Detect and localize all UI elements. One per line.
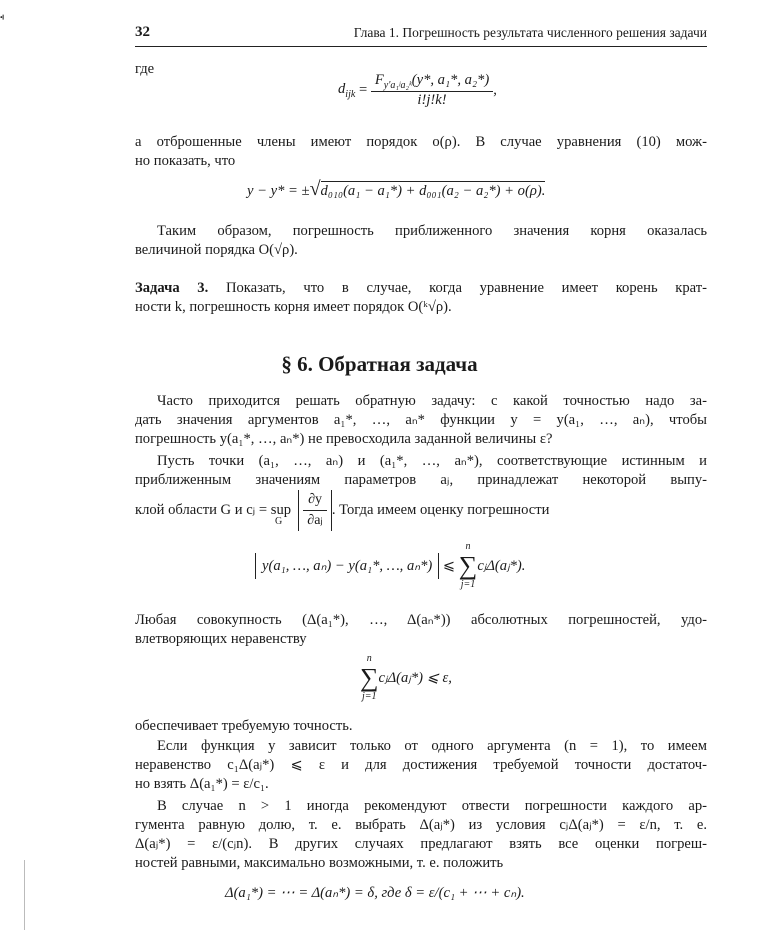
- paragraph-line-with-sup: клой области G и cⱼ = sup$_G$ $\frac{\partial y}{\text{∂aⱼ}}$ . Тогда имеем оценку погрешности: [135, 490, 549, 531]
- text-line: но показать, что: [135, 153, 236, 169]
- paragraph-line: гумента равную долю, т. е. выбрать Δ(aⱼ*) из условия cⱼΔ(aⱼ*) = ε/n, т. е.: [135, 817, 707, 833]
- task-3-line: ности k, погрешность корня имеет порядок O(ᵏ√ρ).: [135, 299, 452, 315]
- paragraph-line: обеспечивает требуемую точность.: [135, 718, 353, 734]
- running-title: Глава 1. Погрешность результата численного решения задачи: [353, 25, 707, 40]
- formula-error-estimate: y(a₁, …, aₙ) − y(a₁*, …, aₙ*) ⩽ n ∑ j=1 cⱼΔ(aⱼ*).: [255, 540, 525, 592]
- paragraph-line: Таким образом, погрешность приближенного значения корня оказалась: [157, 223, 707, 239]
- paragraph-line: В случае n > 1 иногда рекомендуют отвести погрешности каждого ар-: [157, 798, 707, 814]
- scan-gutter-line: [24, 860, 25, 930]
- paragraph-line: влетворяющих неравенству: [135, 631, 307, 647]
- page-number: 32: [135, 24, 150, 40]
- paragraph-line: Если функция y зависит только от одного аргумента (n = 1), то имеем: [157, 738, 707, 754]
- paragraph-line: но взять Δ(a₁*) = ε/c₁.: [135, 776, 269, 792]
- formula-sum-inequality: n ∑ j=1 cⱼΔ(aⱼ*) ⩽ ε,: [360, 653, 452, 702]
- paragraph-line: ностей равными, максимально возможными, т. е. положить: [135, 855, 504, 871]
- paragraph-line: Пусть точки (a₁, …, aₙ) и (a₁*, …, aₙ*), соответствующие истинным и: [157, 453, 707, 469]
- formula-d-ijk: $d_{ijk}$ = $\frac{F_{y'a_1ʲa_2ᵏ}(y*, a_1*, a_2*)}{i!j!k!}$ ,: [338, 72, 497, 108]
- paragraph-line: величиной порядка O(√ρ).: [135, 242, 298, 258]
- section-title: § 6. Обратная задача: [281, 352, 478, 376]
- paragraph-line: Δ(aⱼ*) = ε/(cⱼn). В других случаях предлагают взять все оценки погреш-: [135, 836, 707, 852]
- paragraph-line: неравенство c₁Δ(aⱼ*) ⩽ ε и для достижения требуемой точности достаточ-: [135, 757, 707, 773]
- task-label: Задача 3.: [135, 280, 209, 296]
- task-3-line: Задача 3. Показать, что в случае, когда уравнение имеет корень крат-: [135, 280, 708, 296]
- paragraph-line: приближенным значениям параметров aⱼ, принадлежат некоторой выпу-: [135, 472, 707, 488]
- paragraph-line: Любая совокупность (Δ(a₁*), …, Δ(aₙ*)) абсолютных погрешностей, удо-: [135, 612, 707, 628]
- where-word: где: [135, 61, 155, 77]
- formula-equal-errors: Δ(a₁*) = ⋯ = Δ(aₙ*) = δ, где δ = ε/(c₁ + ⋯ + cₙ).: [225, 885, 525, 901]
- paragraph-line: погрешность y(a₁*, …, aₙ*) не превосходила заданной величины ε?: [135, 431, 553, 447]
- paragraph-line: Часто приходится решать обратную задачу: с какой точностью надо за-: [157, 393, 707, 409]
- paragraph-line: дать значения аргументов a₁*, …, aₙ* функции y = y(a₁, …, aₙ), чтобы: [135, 412, 707, 428]
- text-line: а отброшенные члены имеют порядок o(ρ). В случае уравнения (10) мож-: [135, 134, 707, 150]
- running-header: [135, 24, 707, 47]
- formula-root-error: y − y* = ±√d₀₁₀(a₁ − a₁*) + d₀₀₁(a₂ − a₂*) + o(ρ).: [247, 178, 546, 200]
